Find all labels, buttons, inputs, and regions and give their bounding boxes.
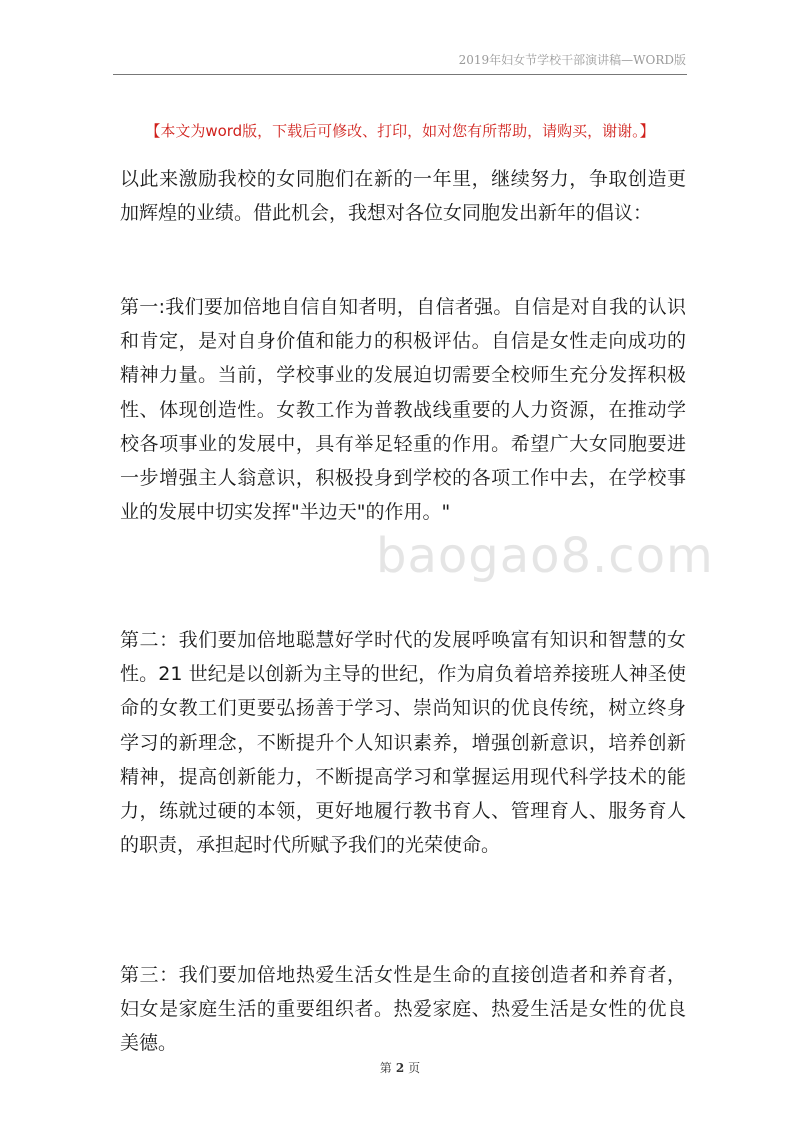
running-header: 2019年妇女节学校干部演讲稿—WORD版 <box>458 53 686 67</box>
footer-suffix: 页 <box>408 1061 421 1075</box>
paragraph-second-point: 第二：我们要加倍地聪慧好学时代的发展呼唤富有知识和智慧的女性。21 世纪是以创新为主导的世纪，作为肩负着培养接班人神圣使命的女教工们更要弘扬善于学习、崇尚知识的优良传统，树立终身学习的新理念，不断提升个人知识素养，增强创新意识，培养创新精神，提高创新能力，不断提高学习和掌握运用现代科学技术的能力，练就过硬的本领，更好地履行教书育人、管理育人、服务育人的职责，承担起时代所赋予我们的光荣使命。 <box>120 629 686 857</box>
watermark: baogao8.com <box>376 528 714 584</box>
paragraph-intro: 以此来激励我校的女同胞们在新的一年里，继续努力，争取创造更加辉煌的业绩。借此机会，我想对各位女同胞发出新年的倡议： <box>120 168 686 225</box>
purchase-notice: 【本文为word版，下载后可修改、打印，如对您有所帮助，请购买，谢谢。】 <box>145 122 655 140</box>
page-footer <box>0 1059 800 1076</box>
header-divider <box>113 74 687 75</box>
page-number: 2 <box>395 1061 405 1075</box>
footer-prefix: 第 <box>379 1061 392 1075</box>
paragraph-third-point: 第三：我们要加倍地热爱生活女性是生命的直接创造者和养育者，妇女是家庭生活的重要组织者。热爱家庭、热爱生活是女性的优良美德。 <box>120 964 686 1055</box>
paragraph-first-point: 第一:我们要加倍地自信自知者明，自信者强。自信是对自我的认识和肯定，是对自身价值和能力的积极评估。自信是女性走向成功的精神力量。当前，学校事业的发展迫切需要全校师生充分发挥积极性、体现创造性。女教工作为普教战线重要的人力资源，在推动学校各项事业的发展中，具有举足轻重的作用。希望广大女同胞要进一步增强主人翁意识，积极投身到学校的各项工作中去，在学校事业的发展中切实发挥"半边天"的作用。" <box>120 296 686 524</box>
